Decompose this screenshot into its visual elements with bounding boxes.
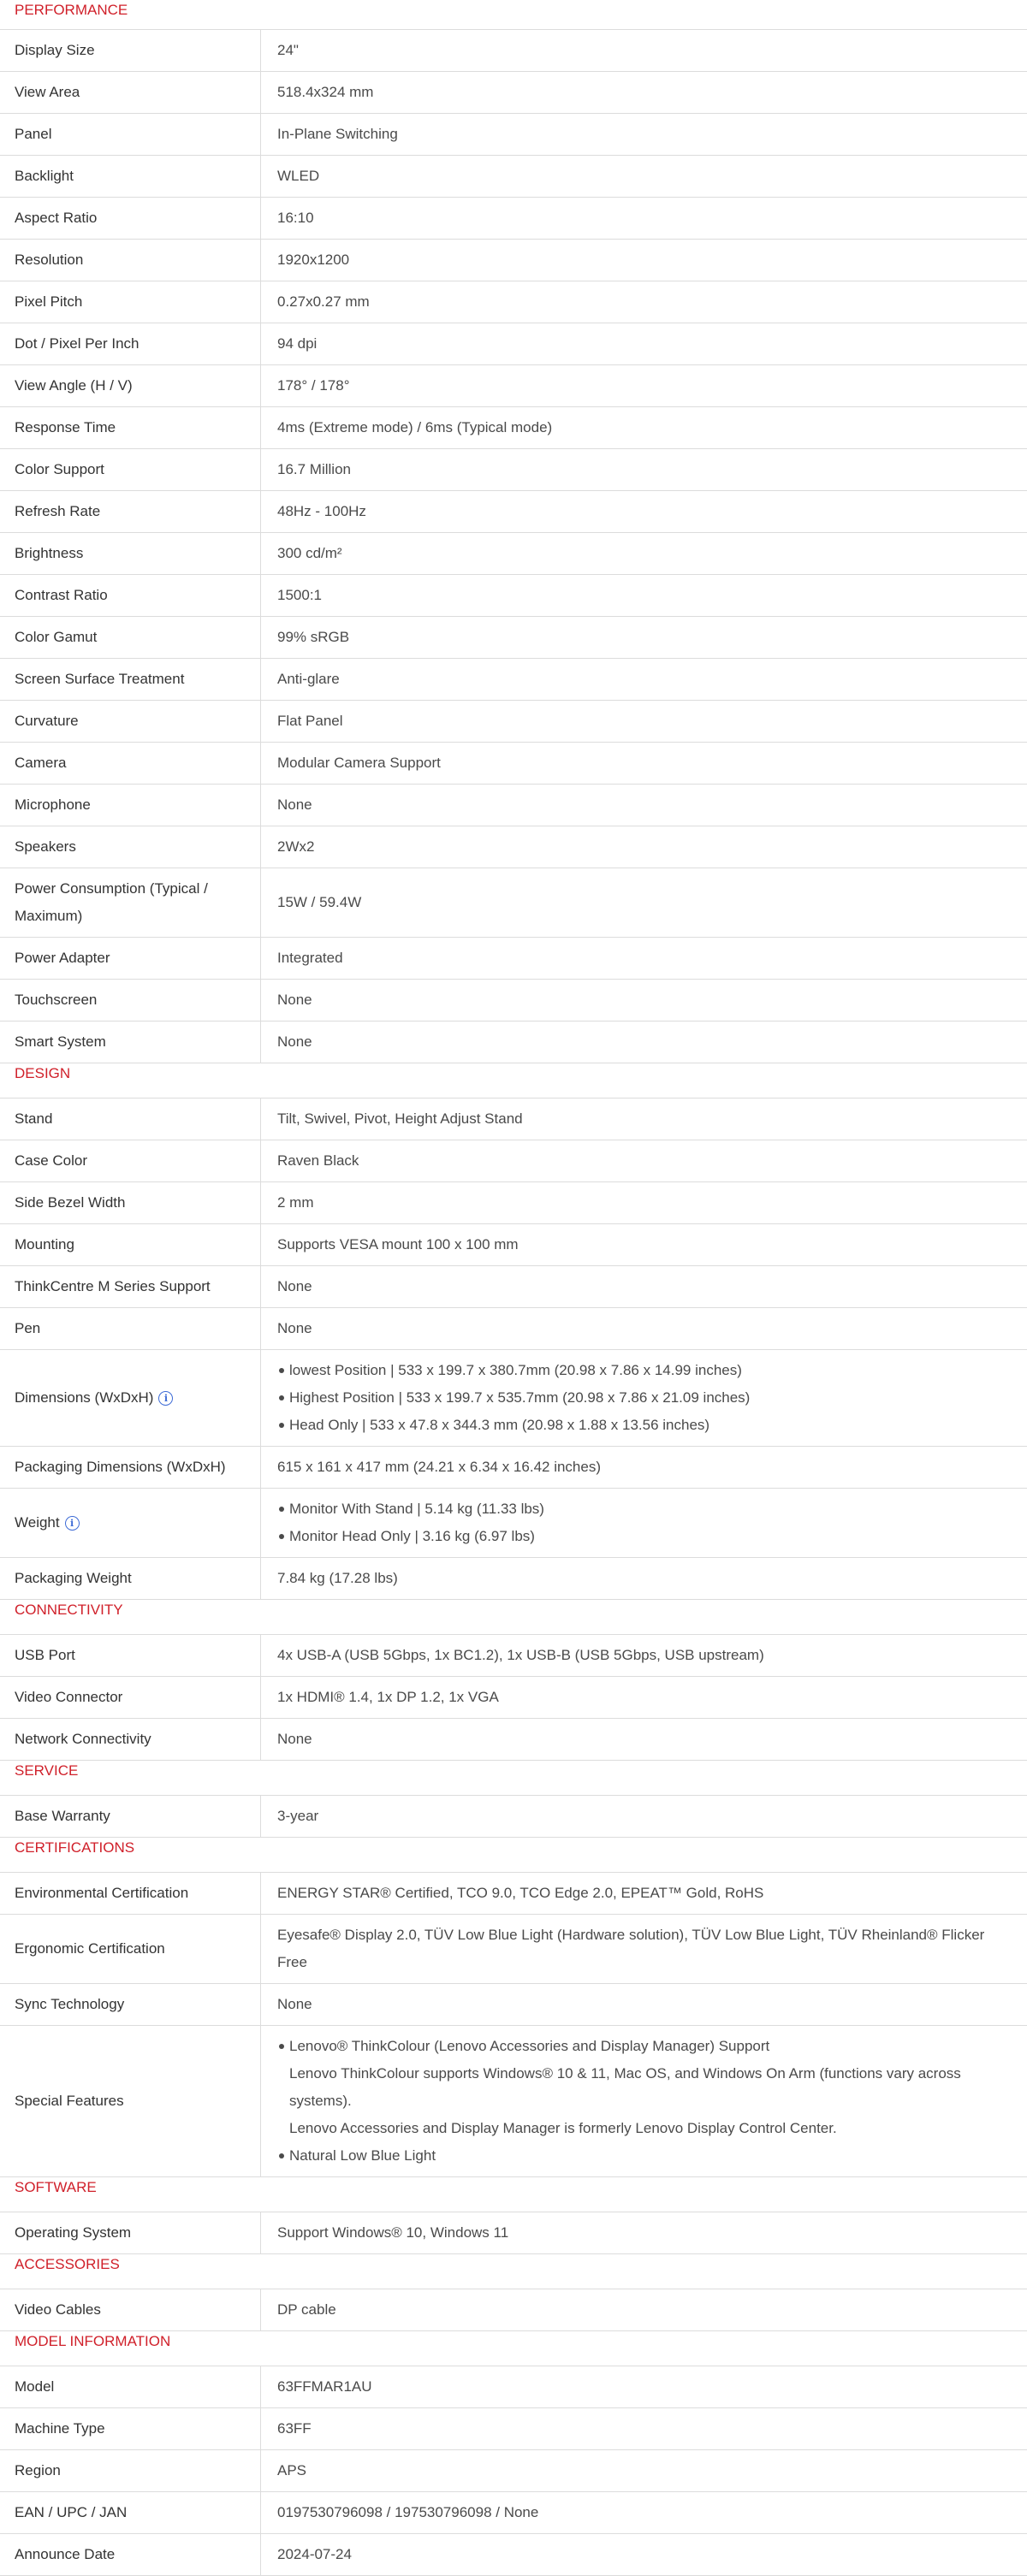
spec-row-video-cables bbox=[0, 2289, 1027, 2331]
spec-value: Flat Panel bbox=[277, 713, 343, 729]
spec-label-cell bbox=[0, 281, 261, 323]
spec-value: ENERGY STAR® Certified, TCO 9.0, TCO Edge 2.0, EPEAT™ Gold, RoHS bbox=[277, 1885, 764, 1901]
spec-label-cell bbox=[0, 743, 261, 784]
spec-row-resolution bbox=[0, 240, 1027, 281]
spec-value: 0.27x0.27 mm bbox=[277, 293, 370, 310]
spec-value: APS bbox=[277, 2462, 307, 2478]
spec-label-cell bbox=[0, 785, 261, 826]
spec-row-model bbox=[0, 2366, 1027, 2408]
spec-label: EAN / UPC / JAN bbox=[15, 2504, 128, 2520]
spec-label-cell bbox=[0, 30, 261, 71]
spec-label: USB Port bbox=[15, 1647, 75, 1663]
spec-label-cell bbox=[0, 1796, 261, 1837]
spec-value: None bbox=[277, 796, 312, 813]
spec-row-packaging-weight bbox=[0, 1558, 1027, 1600]
info-icon[interactable]: i bbox=[158, 1391, 173, 1406]
spec-value: 0197530796098 / 197530796098 / None bbox=[277, 2504, 539, 2520]
spec-value: None bbox=[277, 1731, 312, 1747]
spec-row-weight bbox=[0, 1489, 1027, 1558]
spec-label: Refresh Rate bbox=[15, 503, 101, 519]
spec-label-cell bbox=[0, 701, 261, 742]
spec-value-cell bbox=[261, 240, 1027, 281]
spec-value: 99% sRGB bbox=[277, 629, 350, 645]
spec-row-special-features bbox=[0, 2026, 1027, 2177]
spec-label-cell bbox=[0, 1558, 261, 1599]
spec-value-cell bbox=[261, 2534, 1027, 2575]
spec-row-ergonomic-certification bbox=[0, 1915, 1027, 1984]
spec-value-cell bbox=[261, 1719, 1027, 1760]
spec-label: Curvature bbox=[15, 713, 79, 729]
spec-value: Anti-glare bbox=[277, 671, 340, 687]
spec-value-cell bbox=[261, 1350, 1027, 1446]
spec-label: Side Bezel Width bbox=[15, 1194, 126, 1211]
spec-list-item: Lenovo® ThinkColour (Lenovo Accessories and Display Manager) Support bbox=[289, 2033, 1017, 2060]
spec-value: 63FF bbox=[277, 2420, 312, 2437]
spec-row-response-time bbox=[0, 407, 1027, 449]
spec-label-cell bbox=[0, 1489, 261, 1557]
spec-value-cell bbox=[261, 323, 1027, 364]
spec-row-dimensions-wxdxh bbox=[0, 1350, 1027, 1447]
spec-label: Color Gamut bbox=[15, 629, 98, 645]
spec-label: Touchscreen bbox=[15, 992, 98, 1008]
spec-list-note: Lenovo ThinkColour supports Windows® 10 & 11, Mac OS, and Windows On Arm (functions vary across systems). bbox=[289, 2065, 961, 2109]
spec-label-cell bbox=[0, 1635, 261, 1676]
spec-label-cell bbox=[0, 1873, 261, 1914]
spec-row-mounting bbox=[0, 1224, 1027, 1266]
spec-row-machine-type bbox=[0, 2408, 1027, 2450]
spec-row-power-adapter bbox=[0, 938, 1027, 980]
spec-label-cell bbox=[0, 1447, 261, 1488]
spec-value-cell bbox=[261, 938, 1027, 979]
spec-label-cell bbox=[0, 156, 261, 197]
spec-label-cell bbox=[0, 198, 261, 239]
spec-value-cell bbox=[261, 785, 1027, 826]
spec-row-network-connectivity bbox=[0, 1719, 1027, 1761]
spec-row-refresh-rate bbox=[0, 491, 1027, 533]
spec-label-cell bbox=[0, 72, 261, 113]
spec-value-cell bbox=[261, 1224, 1027, 1265]
spec-label: Power Consumption (Typical / Maximum) bbox=[15, 880, 208, 924]
spec-row-side-bezel-width bbox=[0, 1182, 1027, 1224]
spec-label: Stand bbox=[15, 1110, 53, 1127]
spec-row-camera bbox=[0, 743, 1027, 785]
spec-value-list bbox=[277, 2033, 1017, 2170]
spec-label: Ergonomic Certification bbox=[15, 1940, 165, 1957]
spec-row-smart-system bbox=[0, 1022, 1027, 1063]
spec-value: Raven Black bbox=[277, 1152, 359, 1169]
spec-value: In-Plane Switching bbox=[277, 126, 398, 142]
spec-label-cell bbox=[0, 2492, 261, 2533]
spec-label-cell bbox=[0, 1915, 261, 1983]
spec-label: Microphone bbox=[15, 796, 91, 813]
spec-row-touchscreen bbox=[0, 980, 1027, 1022]
spec-value: Supports VESA mount 100 x 100 mm bbox=[277, 1236, 519, 1252]
spec-value-cell bbox=[261, 1796, 1027, 1837]
spec-label-cell bbox=[0, 1308, 261, 1349]
spec-value-cell bbox=[261, 868, 1027, 937]
spec-value: 1500:1 bbox=[277, 587, 322, 603]
section-heading-design: DESIGN bbox=[0, 1063, 1027, 1099]
spec-label: Pixel Pitch bbox=[15, 293, 83, 310]
spec-value-cell bbox=[261, 491, 1027, 532]
spec-label: Dimensions (WxDxH) bbox=[15, 1389, 154, 1406]
spec-label-cell bbox=[0, 240, 261, 281]
spec-value-cell bbox=[261, 1489, 1027, 1557]
section-heading-performance: PERFORMANCE bbox=[0, 0, 1027, 30]
spec-label: Display Size bbox=[15, 42, 95, 58]
spec-value: Integrated bbox=[277, 950, 343, 966]
spec-row-pixel-pitch bbox=[0, 281, 1027, 323]
spec-label: Aspect Ratio bbox=[15, 210, 98, 226]
spec-value: 7.84 kg (17.28 lbs) bbox=[277, 1570, 398, 1586]
spec-row-region bbox=[0, 2450, 1027, 2492]
spec-label-cell bbox=[0, 114, 261, 155]
spec-row-case-color bbox=[0, 1140, 1027, 1182]
spec-row-view-area bbox=[0, 72, 1027, 114]
spec-label: Region bbox=[15, 2462, 61, 2478]
spec-label: Base Warranty bbox=[15, 1808, 110, 1824]
spec-label: Screen Surface Treatment bbox=[15, 671, 185, 687]
spec-value: 63FFMAR1AU bbox=[277, 2378, 372, 2395]
spec-value-cell bbox=[261, 365, 1027, 406]
spec-label-cell bbox=[0, 533, 261, 574]
spec-value-cell bbox=[261, 1140, 1027, 1181]
spec-label-cell bbox=[0, 1099, 261, 1140]
spec-value-cell bbox=[261, 156, 1027, 197]
spec-label: Machine Type bbox=[15, 2420, 105, 2437]
spec-value-cell bbox=[261, 826, 1027, 868]
spec-value: None bbox=[277, 992, 312, 1008]
spec-row-contrast-ratio bbox=[0, 575, 1027, 617]
spec-row-microphone bbox=[0, 785, 1027, 826]
spec-value-cell bbox=[261, 533, 1027, 574]
spec-row-announce-date bbox=[0, 2534, 1027, 2576]
spec-label-cell bbox=[0, 2450, 261, 2491]
spec-value-cell bbox=[261, 1099, 1027, 1140]
spec-row-color-gamut bbox=[0, 617, 1027, 659]
spec-label: Resolution bbox=[15, 252, 84, 268]
spec-label-cell bbox=[0, 575, 261, 616]
spec-value: 1x HDMI® 1.4, 1x DP 1.2, 1x VGA bbox=[277, 1689, 499, 1705]
spec-row-sync-technology bbox=[0, 1984, 1027, 2026]
spec-value: None bbox=[277, 1996, 312, 2012]
spec-value: 2 mm bbox=[277, 1194, 314, 1211]
spec-value-cell bbox=[261, 1984, 1027, 2025]
spec-value: 16.7 Million bbox=[277, 461, 351, 477]
spec-value-cell bbox=[261, 1266, 1027, 1307]
spec-label: Brightness bbox=[15, 545, 84, 561]
spec-row-backlight bbox=[0, 156, 1027, 198]
spec-label: Color Support bbox=[15, 461, 104, 477]
spec-value: 300 cd/m² bbox=[277, 545, 342, 561]
spec-row-operating-system bbox=[0, 2212, 1027, 2254]
spec-label: Pen bbox=[15, 1320, 41, 1336]
spec-value-cell bbox=[261, 701, 1027, 742]
spec-value-cell bbox=[261, 980, 1027, 1021]
spec-value: 4x USB-A (USB 5Gbps, 1x BC1.2), 1x USB-B (USB 5Gbps, USB upstream) bbox=[277, 1647, 764, 1663]
spec-label: Backlight bbox=[15, 168, 74, 184]
spec-value: 94 dpi bbox=[277, 335, 318, 352]
spec-row-thinkcentre-m-series-support bbox=[0, 1266, 1027, 1308]
spec-value-cell bbox=[261, 449, 1027, 490]
spec-label-cell bbox=[0, 1224, 261, 1265]
spec-label-cell bbox=[0, 449, 261, 490]
spec-label: Operating System bbox=[15, 2224, 132, 2241]
spec-value-cell bbox=[261, 1447, 1027, 1488]
spec-value-cell bbox=[261, 1182, 1027, 1223]
spec-value: 15W / 59.4W bbox=[277, 894, 362, 910]
spec-label: Model bbox=[15, 2378, 55, 2395]
spec-label: Smart System bbox=[15, 1033, 106, 1050]
spec-label: Announce Date bbox=[15, 2546, 116, 2562]
spec-label-cell bbox=[0, 1984, 261, 2025]
spec-label-cell bbox=[0, 980, 261, 1021]
spec-label: Weight bbox=[15, 1514, 60, 1531]
spec-value-cell bbox=[261, 281, 1027, 323]
spec-label: View Angle (H / V) bbox=[15, 377, 133, 394]
spec-row-dot-pixel-per-inch bbox=[0, 323, 1027, 365]
spec-label-cell bbox=[0, 1140, 261, 1181]
spec-label-cell bbox=[0, 1719, 261, 1760]
spec-label-cell bbox=[0, 2212, 261, 2253]
spec-label-cell bbox=[0, 323, 261, 364]
spec-value-cell bbox=[261, 2492, 1027, 2533]
section-heading-software: SOFTWARE bbox=[0, 2177, 1027, 2212]
spec-value-cell bbox=[261, 407, 1027, 448]
spec-row-color-support bbox=[0, 449, 1027, 491]
spec-value: None bbox=[277, 1320, 312, 1336]
spec-list-item: Highest Position | 533 x 199.7 x 535.7mm (20.98 x 7.86 x 21.09 inches) bbox=[289, 1384, 750, 1412]
spec-value-cell bbox=[261, 1308, 1027, 1349]
spec-value-cell bbox=[261, 2212, 1027, 2253]
spec-value-cell bbox=[261, 1635, 1027, 1676]
spec-row-pen bbox=[0, 1308, 1027, 1350]
spec-label: View Area bbox=[15, 84, 80, 100]
spec-label: Case Color bbox=[15, 1152, 88, 1169]
spec-value: 48Hz - 100Hz bbox=[277, 503, 366, 519]
spec-value-cell bbox=[261, 2450, 1027, 2491]
spec-value: 24" bbox=[277, 42, 299, 58]
spec-row-video-connector bbox=[0, 1677, 1027, 1719]
spec-label-cell bbox=[0, 1266, 261, 1307]
spec-row-power-consumption-typical-maximum bbox=[0, 868, 1027, 938]
spec-label-cell bbox=[0, 1677, 261, 1718]
spec-value: 518.4x324 mm bbox=[277, 84, 374, 100]
spec-value-cell bbox=[261, 2408, 1027, 2449]
spec-label-cell bbox=[0, 868, 261, 937]
spec-row-speakers bbox=[0, 826, 1027, 868]
spec-value-cell bbox=[261, 1873, 1027, 1914]
spec-label: Special Features bbox=[15, 2093, 124, 2109]
spec-value-cell bbox=[261, 198, 1027, 239]
spec-label-cell bbox=[0, 491, 261, 532]
spec-label-cell bbox=[0, 2408, 261, 2449]
spec-list-item: Monitor With Stand | 5.14 kg (11.33 lbs) bbox=[289, 1495, 544, 1523]
spec-value-cell bbox=[261, 30, 1027, 71]
spec-label-cell bbox=[0, 659, 261, 700]
spec-value: 2024-07-24 bbox=[277, 2546, 352, 2562]
spec-list-item: Natural Low Blue Light bbox=[289, 2142, 1017, 2170]
spec-value: Modular Camera Support bbox=[277, 755, 441, 771]
spec-list-item: Monitor Head Only | 3.16 kg (6.97 lbs) bbox=[289, 1523, 544, 1550]
spec-label: Speakers bbox=[15, 838, 76, 855]
spec-label: Network Connectivity bbox=[15, 1731, 151, 1747]
spec-label: Mounting bbox=[15, 1236, 74, 1252]
spec-value-cell bbox=[261, 1022, 1027, 1063]
spec-value: 16:10 bbox=[277, 210, 314, 226]
spec-value-cell bbox=[261, 114, 1027, 155]
spec-label: Power Adapter bbox=[15, 950, 110, 966]
spec-label: Video Cables bbox=[15, 2301, 101, 2318]
section-heading-model-information: MODEL INFORMATION bbox=[0, 2331, 1027, 2366]
spec-value-cell bbox=[261, 2026, 1027, 2176]
spec-label: Video Connector bbox=[15, 1689, 123, 1705]
spec-label-cell bbox=[0, 2026, 261, 2176]
section-heading-connectivity: CONNECTIVITY bbox=[0, 1600, 1027, 1635]
spec-row-curvature bbox=[0, 701, 1027, 743]
spec-label: Camera bbox=[15, 755, 67, 771]
spec-list-item: lowest Position | 533 x 199.7 x 380.7mm (20.98 x 7.86 x 14.99 inches) bbox=[289, 1357, 750, 1384]
spec-label: Panel bbox=[15, 126, 52, 142]
spec-value-cell bbox=[261, 72, 1027, 113]
spec-value-list bbox=[277, 1357, 750, 1439]
section-heading-certifications: CERTIFICATIONS bbox=[0, 1838, 1027, 1873]
spec-row-brightness bbox=[0, 533, 1027, 575]
spec-label: Packaging Dimensions (WxDxH) bbox=[15, 1459, 226, 1475]
spec-value: DP cable bbox=[277, 2301, 336, 2318]
spec-row-stand bbox=[0, 1099, 1027, 1140]
spec-value-cell bbox=[261, 1558, 1027, 1599]
spec-value-cell bbox=[261, 575, 1027, 616]
spec-value-cell bbox=[261, 1915, 1027, 1983]
spec-value-cell bbox=[261, 2366, 1027, 2407]
spec-value-cell bbox=[261, 1677, 1027, 1718]
spec-value-cell bbox=[261, 743, 1027, 784]
spec-value: Tilt, Swivel, Pivot, Height Adjust Stand bbox=[277, 1110, 523, 1127]
spec-label: Sync Technology bbox=[15, 1996, 125, 2012]
spec-row-aspect-ratio bbox=[0, 198, 1027, 240]
spec-row-panel bbox=[0, 114, 1027, 156]
spec-row-display-size bbox=[0, 30, 1027, 72]
spec-value: 615 x 161 x 417 mm (24.21 x 6.34 x 16.42 inches) bbox=[277, 1459, 602, 1475]
spec-label: Response Time bbox=[15, 419, 116, 435]
spec-label: ThinkCentre M Series Support bbox=[15, 1278, 211, 1294]
spec-label-cell bbox=[0, 1022, 261, 1063]
spec-label-cell bbox=[0, 826, 261, 868]
spec-value: None bbox=[277, 1278, 312, 1294]
spec-value: WLED bbox=[277, 168, 320, 184]
spec-label-cell bbox=[0, 407, 261, 448]
section-heading-accessories: ACCESSORIES bbox=[0, 2254, 1027, 2289]
spec-label: Packaging Weight bbox=[15, 1570, 132, 1586]
spec-value-list bbox=[277, 1495, 544, 1550]
spec-row-ean-upc-jan bbox=[0, 2492, 1027, 2534]
info-icon[interactable]: i bbox=[65, 1516, 80, 1531]
spec-value: 1920x1200 bbox=[277, 252, 350, 268]
spec-value: 3-year bbox=[277, 1808, 319, 1824]
spec-label-cell bbox=[0, 1182, 261, 1223]
spec-row-screen-surface-treatment bbox=[0, 659, 1027, 701]
section-heading-service: SERVICE bbox=[0, 1761, 1027, 1796]
spec-row-packaging-dimensions-wxdxh bbox=[0, 1447, 1027, 1489]
spec-value-cell bbox=[261, 617, 1027, 658]
spec-value: 178° / 178° bbox=[277, 377, 350, 394]
spec-label-cell bbox=[0, 617, 261, 658]
spec-label: Environmental Certification bbox=[15, 1885, 189, 1901]
spec-value: 4ms (Extreme mode) / 6ms (Typical mode) bbox=[277, 419, 553, 435]
spec-value-cell bbox=[261, 659, 1027, 700]
spec-row-environmental-certification bbox=[0, 1873, 1027, 1915]
spec-row-usb-port bbox=[0, 1635, 1027, 1677]
spec-list-note: Lenovo Accessories and Display Manager is formerly Lenovo Display Control Center. bbox=[289, 2120, 837, 2136]
spec-value: Support Windows® 10, Windows 11 bbox=[277, 2224, 509, 2241]
spec-label-cell bbox=[0, 2366, 261, 2407]
spec-label: Contrast Ratio bbox=[15, 587, 108, 603]
spec-value: Eyesafe® Display 2.0, TÜV Low Blue Light (Hardware solution), TÜV Low Blue Light, TÜV Rheinland® Flicker Free bbox=[277, 1927, 985, 1970]
spec-label: Dot / Pixel Per Inch bbox=[15, 335, 140, 352]
spec-value-cell bbox=[261, 2289, 1027, 2330]
spec-value: 2Wx2 bbox=[277, 838, 315, 855]
spec-label-cell bbox=[0, 938, 261, 979]
spec-label-cell bbox=[0, 1350, 261, 1446]
spec-label-cell bbox=[0, 365, 261, 406]
spec-row-view-angle-h-v bbox=[0, 365, 1027, 407]
spec-label-cell bbox=[0, 2289, 261, 2330]
spec-row-base-warranty bbox=[0, 1796, 1027, 1838]
spec-label-cell bbox=[0, 2534, 261, 2575]
spec-list-item: Head Only | 533 x 47.8 x 344.3 mm (20.98 x 1.88 x 13.56 inches) bbox=[289, 1412, 750, 1439]
spec-value: None bbox=[277, 1033, 312, 1050]
